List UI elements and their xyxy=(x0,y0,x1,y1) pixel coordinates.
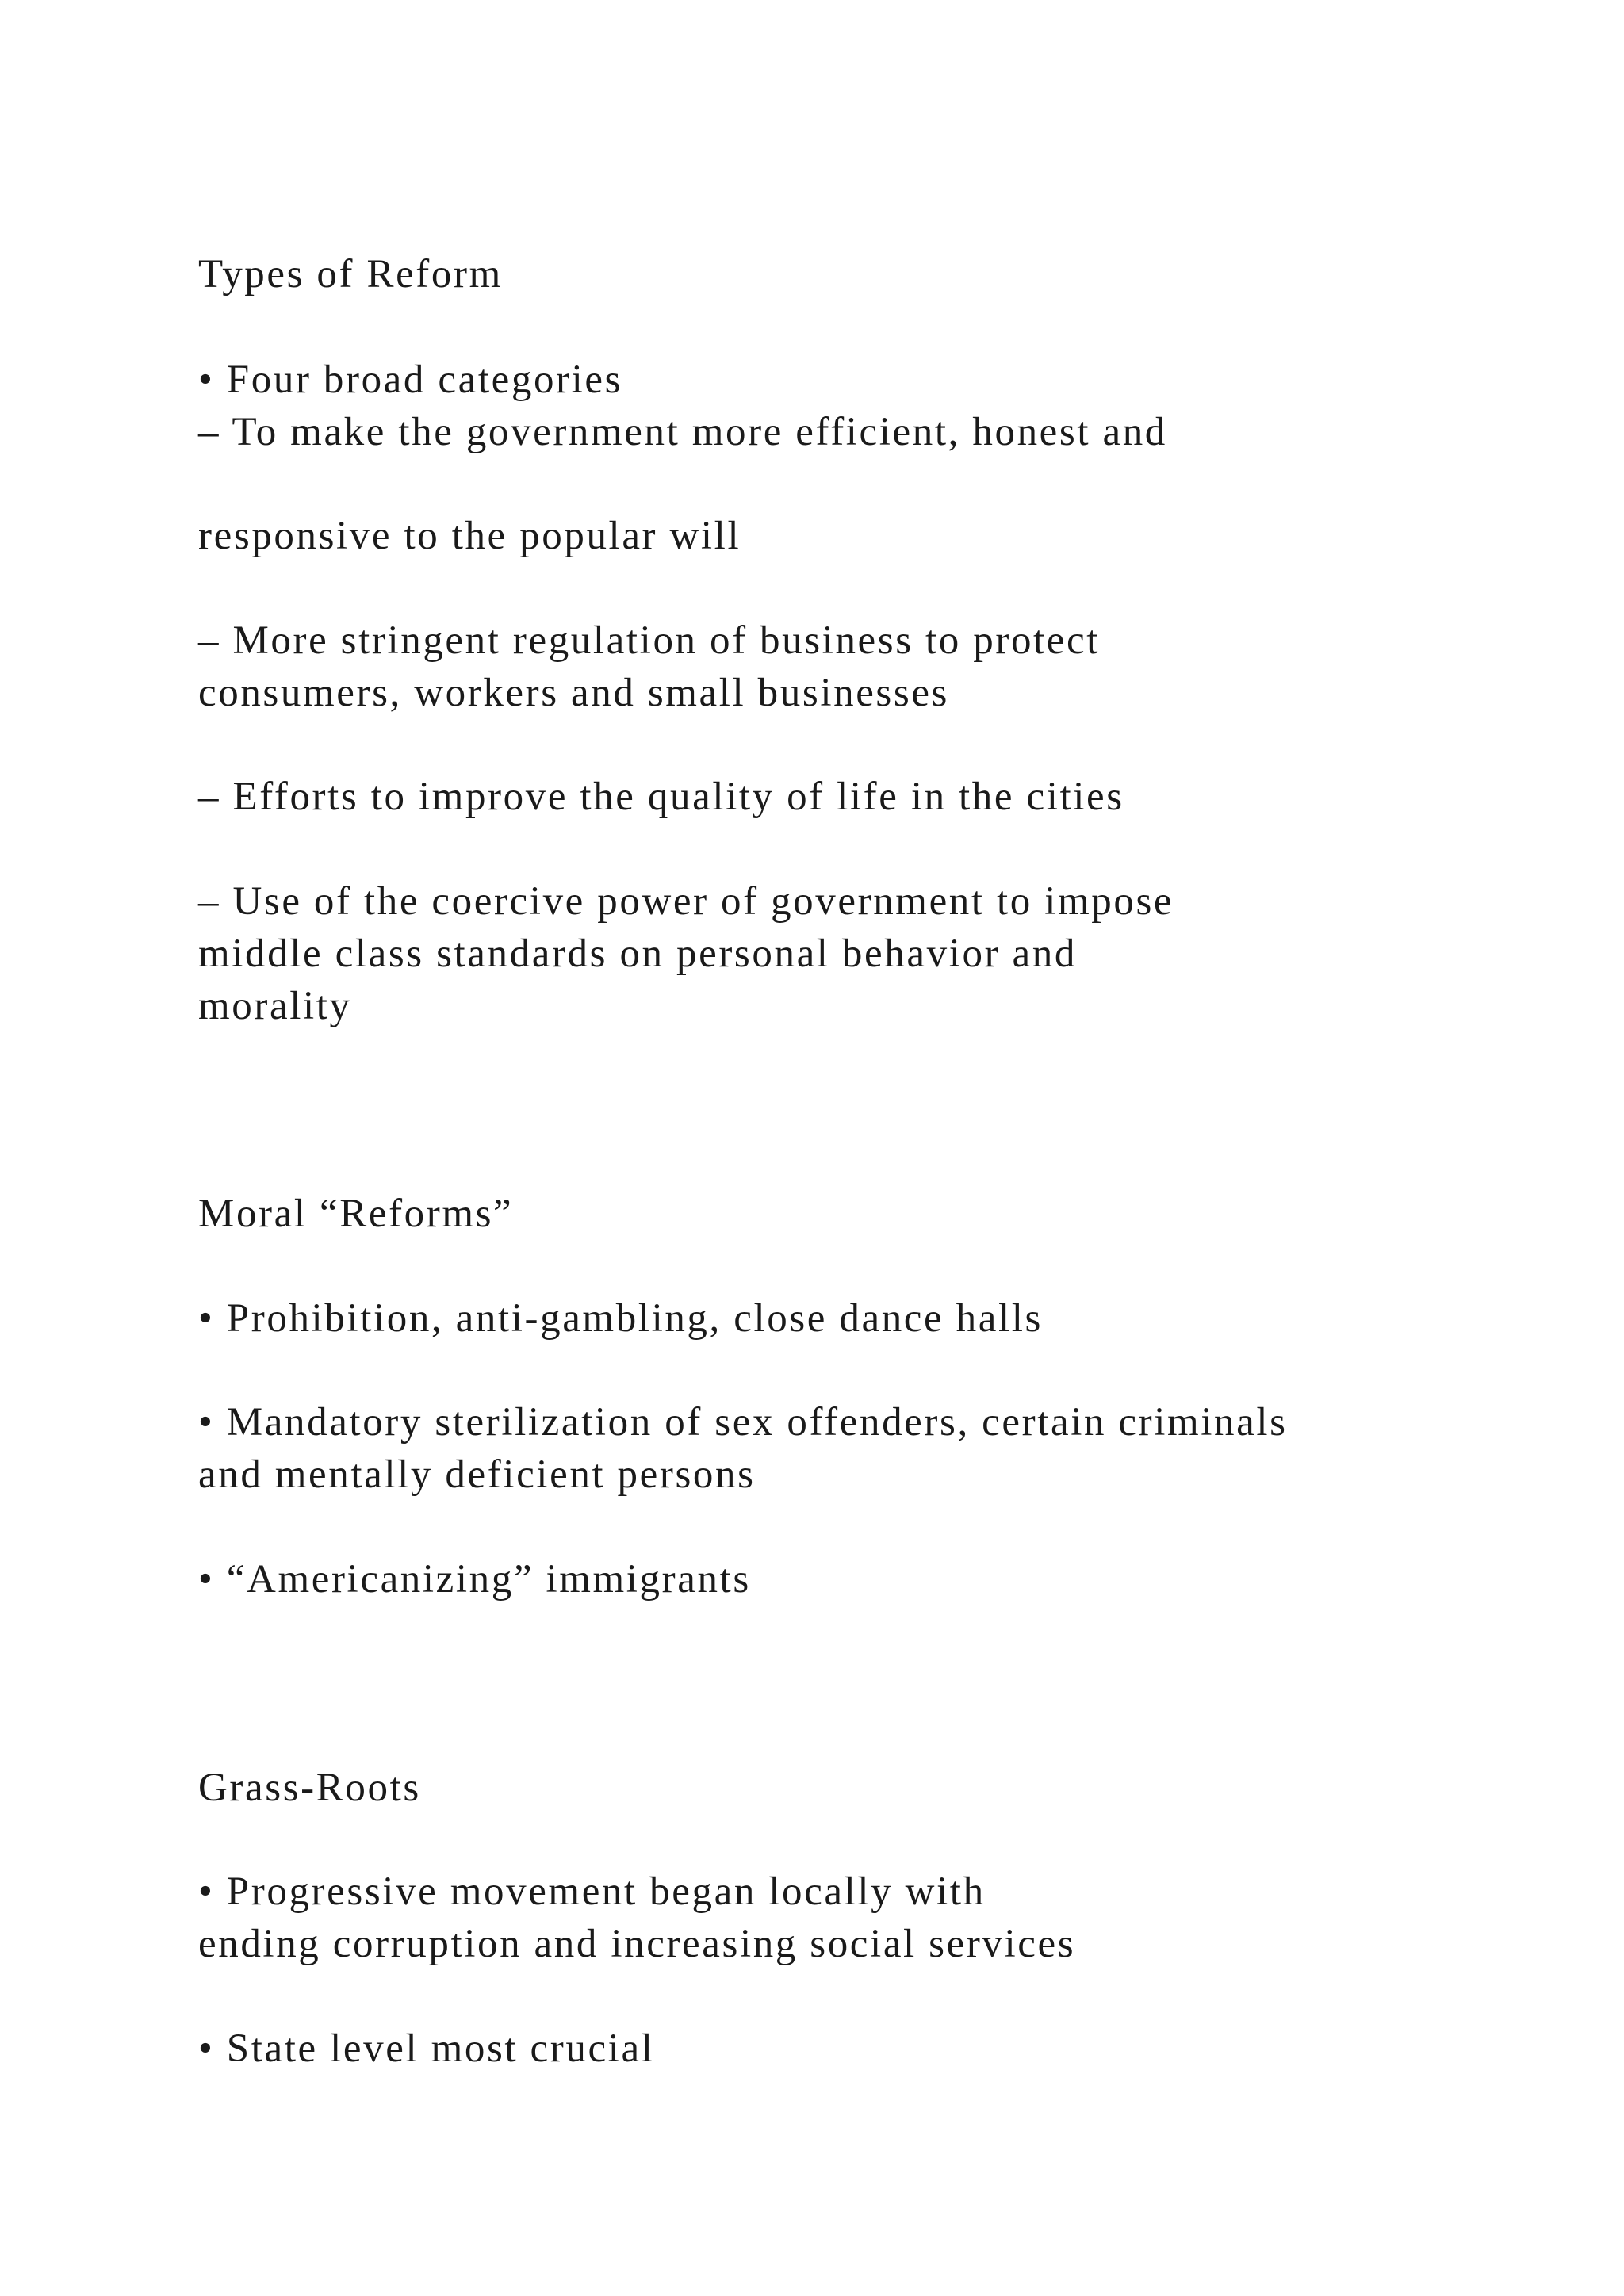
bullet-item: • Progressive movement began locally with xyxy=(198,1869,986,1914)
section-heading: Types of Reform xyxy=(198,252,503,297)
sub-item: – Use of the coercive power of government to impose xyxy=(198,879,1174,924)
sub-item-continuation: responsive to the popular will xyxy=(198,514,741,558)
bullet-item: • State level most crucial xyxy=(198,2026,655,2071)
bullet-item-continuation: ending corruption and increasing social services xyxy=(198,1922,1076,1966)
section-heading: Grass-Roots xyxy=(198,1766,421,1810)
bullet-item: • “Americanizing” immigrants xyxy=(198,1557,751,1601)
bullet-item: • Four broad categories xyxy=(198,358,623,402)
bullet-item: • Prohibition, anti-gambling, close dance halls xyxy=(198,1296,1043,1341)
sub-item: – More stringent regulation of business to protect xyxy=(198,618,1101,663)
sub-item-continuation: consumers, workers and small businesses xyxy=(198,671,950,715)
bullet-item-continuation: and mentally deficient persons xyxy=(198,1452,756,1497)
sub-item-continuation: morality xyxy=(198,984,352,1028)
sub-item: – To make the government more efficient, honest and xyxy=(198,410,1167,454)
bullet-item: • Mandatory sterilization of sex offenders, certain criminals xyxy=(198,1400,1288,1445)
section-heading: Moral “Reforms” xyxy=(198,1192,514,1236)
sub-item-continuation: middle class standards on personal behavior and xyxy=(198,932,1077,976)
sub-item: – Efforts to improve the quality of life in the cities xyxy=(198,775,1124,819)
